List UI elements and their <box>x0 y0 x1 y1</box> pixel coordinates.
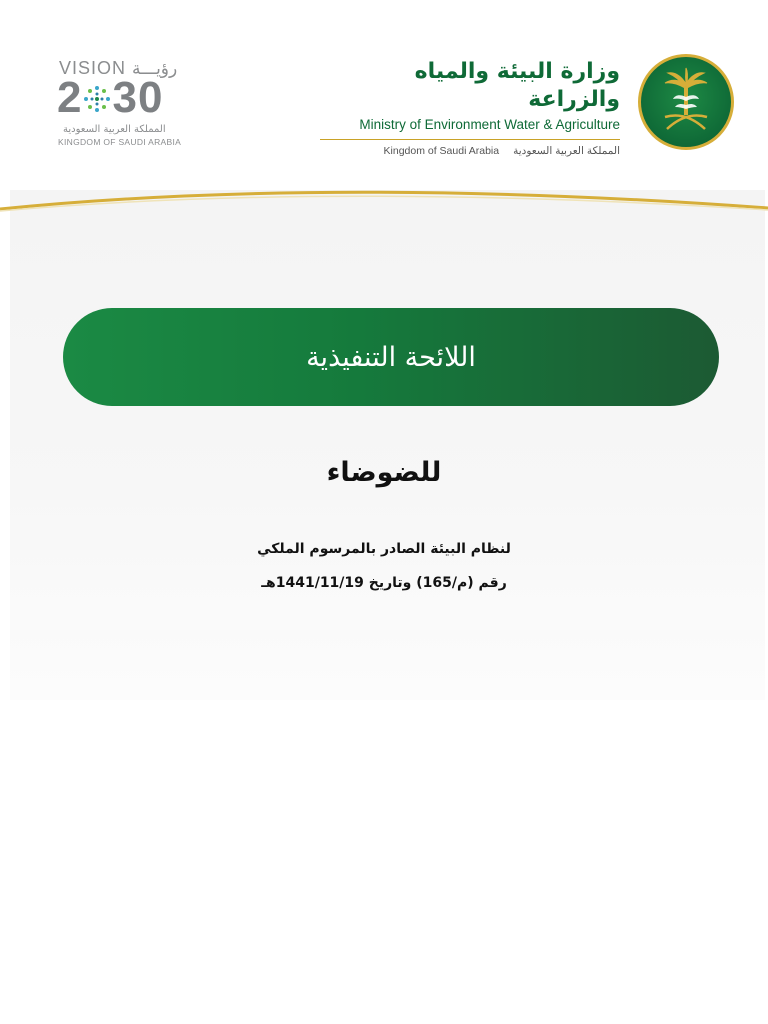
document-subject: للضوضاء <box>326 457 442 488</box>
ministry-kingdom-line <box>320 145 620 157</box>
vision-ar-text: رؤيـــة <box>132 59 178 79</box>
ministry-kingdom-ar: المملكة العربية السعودية <box>513 145 620 157</box>
decree-line-2: رقم (م/165) وتاريخ 1441/11/19هـ <box>261 575 507 591</box>
decree-line-1: لنظام البيئة الصادر بالمرسوم الملكي <box>257 541 511 557</box>
cover-panel <box>10 190 765 700</box>
document-title: اللائحة التنفيذية <box>306 341 476 373</box>
gold-curve-decoration <box>0 180 768 220</box>
ministry-kingdom-en: Kingdom of Saudi Arabia <box>383 145 500 157</box>
palm-and-swords-emblem-icon <box>638 54 734 150</box>
ministry-divider <box>320 139 620 140</box>
vision-year <box>57 73 164 122</box>
title-banner <box>63 308 719 406</box>
vision-kingdom-ar: المملكة العربية السعودية <box>63 124 166 135</box>
ministry-name-en: Ministry of Environment Water & Agriculture <box>359 117 620 132</box>
ministry-name-ar: وزارة البيئة والمياه والزراعة <box>414 59 620 112</box>
ministry-name-block <box>320 58 620 157</box>
vision-2030-logo <box>55 56 200 148</box>
vision-year-left: 2 <box>57 73 83 122</box>
vision-year-right: 30 <box>112 73 164 122</box>
vision-dot-flower-icon <box>82 78 112 108</box>
vision-kingdom-en: KINGDOM OF SAUDI ARABIA <box>58 137 182 147</box>
vision-en-text: VISION <box>59 58 127 78</box>
